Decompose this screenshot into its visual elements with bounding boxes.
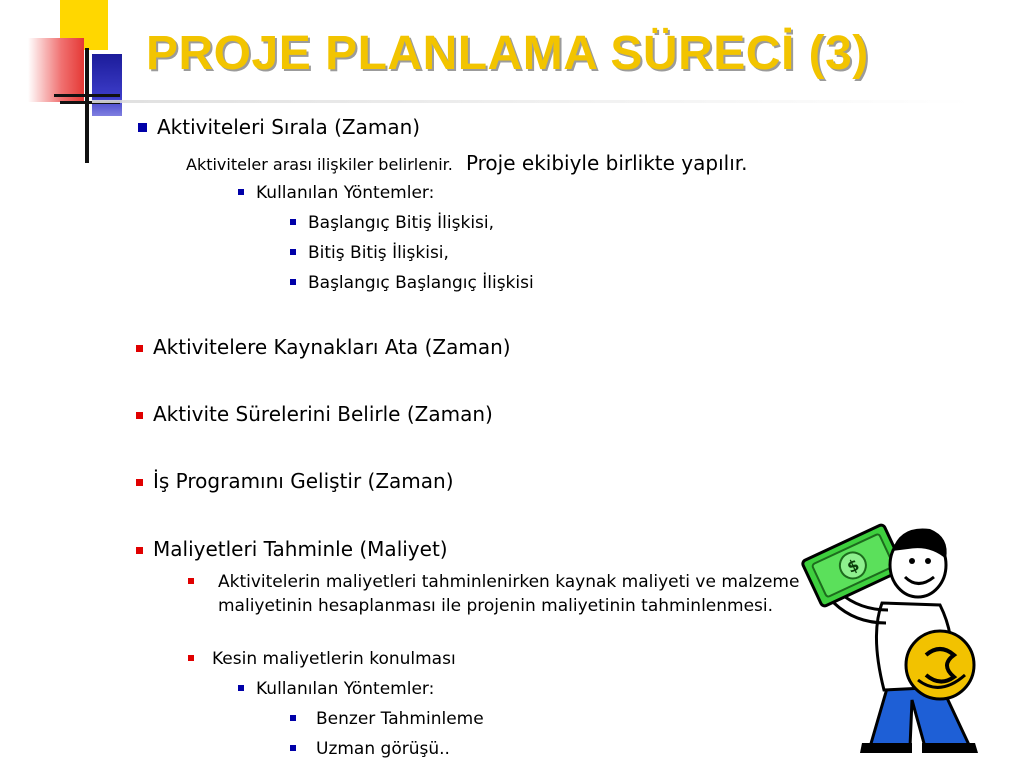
bullet-item (290, 710, 484, 730)
bullet-item (290, 274, 534, 294)
decor-horizontal-line (54, 94, 120, 97)
sub-text (186, 152, 748, 175)
bullet-icon (136, 345, 143, 352)
bullet-icon (290, 219, 296, 225)
bullet-item (136, 470, 454, 493)
bullet-text: Benzer Tahminleme (316, 709, 484, 729)
bullet-item (138, 116, 420, 139)
bullet-text: Maliyetleri Tahminle (Maliyet) (153, 537, 448, 561)
bullet-icon (290, 715, 296, 721)
bullet-icon (290, 279, 296, 285)
bullet-icon (188, 578, 194, 584)
bullet-item (238, 680, 434, 700)
sub-text-large: Proje ekibiyle birlikte yapılır. (465, 151, 748, 175)
bullet-icon (136, 479, 143, 486)
bullet-item (188, 650, 456, 670)
bullet-text: Aktiviteleri Sırala (Zaman) (157, 115, 421, 139)
decor-blue-square (92, 54, 122, 116)
bullet-text: Aktivitelere Kaynakları Ata (Zaman) (153, 335, 511, 359)
bullet-text: Başlangıç Bitiş İlişkisi, (308, 213, 495, 233)
slide-title: PROJE PLANLAMA SÜRECİ (3) (146, 27, 869, 80)
bullet-text: Kullanılan Yöntemler: (256, 183, 435, 203)
bullet-item (290, 244, 449, 264)
bullet-item (136, 336, 511, 359)
bullet-icon (188, 655, 194, 661)
bullet-icon (290, 745, 296, 751)
bullet-icon (136, 547, 143, 554)
bullet-text: Aktivite Sürelerini Belirle (Zaman) (153, 402, 493, 426)
bullet-text: Bitiş Bitiş İlişkisi, (308, 243, 449, 263)
svg-text:$: $ (844, 554, 863, 577)
bullet-icon (238, 189, 244, 195)
bullet-icon (290, 249, 296, 255)
bullet-icon (138, 123, 147, 132)
bullet-icon (238, 685, 244, 691)
bullet-icon (136, 412, 143, 419)
bullet-text: İş Programını Geliştir (Zaman) (153, 469, 454, 493)
decor-red-square (28, 38, 84, 102)
decor-vertical-line (85, 48, 89, 163)
bullet-text: Başlangıç Başlangıç İlişkisi (308, 273, 534, 293)
bullet-text: Kullanılan Yöntemler: (256, 679, 435, 699)
title-underline (92, 100, 972, 103)
bullet-item (290, 214, 494, 234)
bullet-text: Kesin maliyetlerin konulması (212, 649, 456, 669)
bullet-item (290, 740, 450, 760)
bullet-item (136, 538, 448, 561)
bullet-item (238, 184, 434, 204)
bullet-item (136, 403, 493, 426)
bullet-text: Uzman görüşü.. (316, 739, 450, 759)
bullet-paragraph: Aktivitelerin maliyetleri tahminlenirken kaynak maliyeti ve malzeme maliyetinin hesaplanması ile projenin maliyetinin tahminlenmesi. (218, 572, 800, 616)
sub-text-small: Aktiviteler arası ilişkiler belirlenir. (186, 155, 453, 174)
money-man-clipart-icon (800, 515, 1010, 755)
